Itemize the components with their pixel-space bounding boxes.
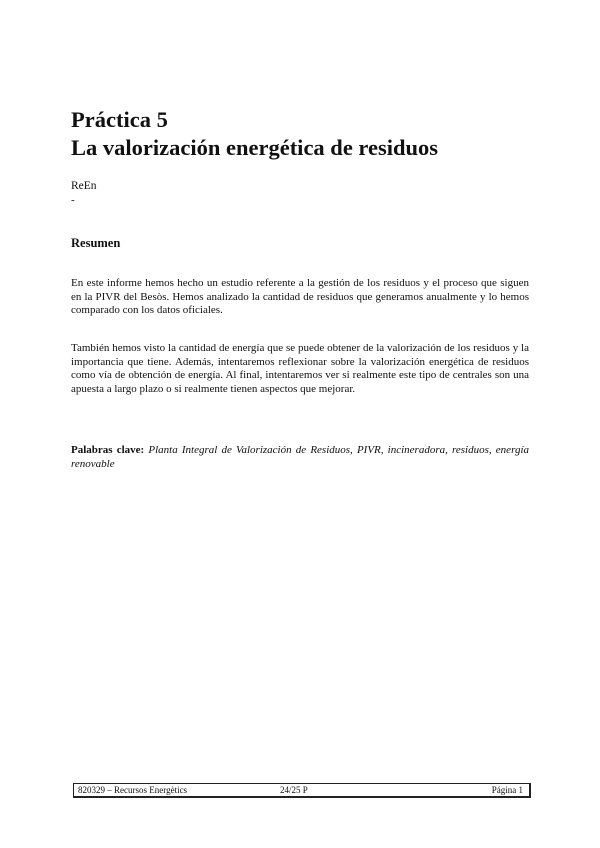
footer-term: 24/25 P [280,785,308,795]
keywords-label: Palabras clave: [71,444,145,456]
footer-page-number: Página 1 [491,785,523,795]
abstract-paragraph-1: En este informe hemos hecho un estudio referente a la gestión de los residuos y el proceso que siguen en la PIVR del Besòs. Hemos analizado la cantidad de residuos que generamos anualmente y lo hemos comparado con los datos oficiales. [71,277,529,317]
title-line-2: La valorización energética de residuos [71,135,439,160]
document-title [71,106,438,162]
page-footer [73,783,531,798]
title-line-1: Práctica 5 [71,107,168,132]
abstract-paragraph-2: También hemos visto la cantidad de energía que se puede obtener de la valorización de los residuos y la importancia que tiene. Además, intentaremos reflexionar sobre la valorización energética de residuos como vía de obtención de energía. Al final, intentaremos ver si realmente este tipo de centrales son una apuesta a largo plazo o si realmente tienen aspectos que mejorar. [71,342,529,395]
abstract-heading: Resumen [71,236,121,250]
footer-course: 820329 – Recursos Energètics [78,785,188,795]
author-note: - [71,194,75,206]
keywords [71,443,529,471]
author-name: ReEn [71,180,97,192]
keywords-text: Planta Integral de Valorización de Residuos, PIVR, incineradora, residuos, energía renovable [71,444,529,470]
